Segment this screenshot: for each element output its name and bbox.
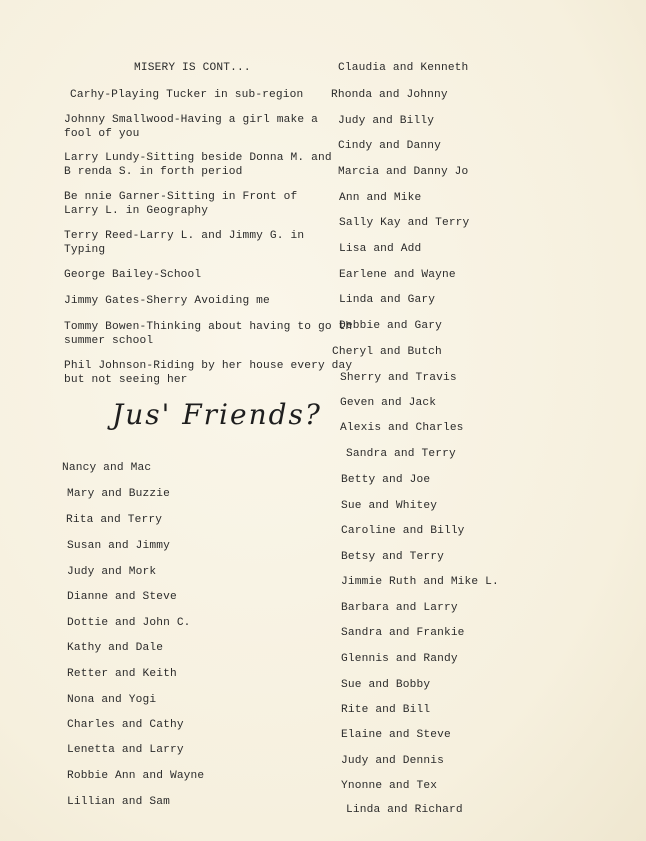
- handwritten-heading: Jus' Friends?: [112, 398, 322, 431]
- friends-left-item: Charles and Cathy: [67, 719, 184, 731]
- friends-right-item: Betsy and Terry: [341, 551, 444, 563]
- friends-right-item: Debbie and Gary: [339, 320, 442, 332]
- friends-left-item: Judy and Mork: [67, 566, 157, 578]
- friends-right-item: Sandra and Terry: [346, 448, 456, 460]
- friends-right-item: Cindy and Danny: [338, 140, 441, 152]
- misery-item: Tommy Bowen-Thinking about having to go th summer school: [64, 321, 353, 347]
- misery-item: George Bailey-School: [64, 269, 202, 281]
- friends-right-item: Linda and Gary: [339, 294, 436, 306]
- friends-right-item: Sally Kay and Terry: [339, 217, 470, 229]
- friends-right-item: Sandra and Frankie: [341, 627, 465, 639]
- friends-right-item: Rite and Bill: [341, 704, 431, 716]
- friends-right-item: Betty and Joe: [341, 474, 431, 486]
- friends-right-item: Lisa and Add: [339, 243, 422, 255]
- friends-left-item: Retter and Keith: [67, 668, 177, 680]
- friends-left-item: Dianne and Steve: [67, 591, 177, 603]
- friends-right-item: Linda and Richard: [346, 804, 463, 816]
- friends-right-item: Sherry and Travis: [340, 372, 457, 384]
- friends-left-item: Rita and Terry: [66, 514, 163, 526]
- friends-right-item: Ann and Mike: [339, 192, 422, 204]
- friends-right-item: Sue and Bobby: [341, 679, 431, 691]
- friends-right-item: Geven and Jack: [340, 397, 437, 409]
- friends-left-item: Nona and Yogi: [67, 694, 157, 706]
- friends-left-item: Dottie and John C.: [67, 617, 191, 629]
- misery-heading: MISERY IS CONT...: [134, 62, 251, 74]
- friends-right-item: Glennis and Randy: [341, 653, 458, 665]
- friends-right-item: Claudia and Kenneth: [338, 62, 469, 74]
- friends-right-item: Caroline and Billy: [341, 525, 465, 537]
- friends-left-item: Susan and Jimmy: [67, 540, 170, 552]
- friends-right-item: Judy and Dennis: [341, 755, 444, 767]
- friends-left-item: Nancy and Mac: [62, 462, 152, 474]
- friends-right-item: Ynonne and Tex: [341, 780, 438, 792]
- misery-item: Terry Reed-Larry L. and Jimmy G. in Typing: [64, 230, 305, 256]
- friends-left-item: Lenetta and Larry: [67, 744, 184, 756]
- friends-left-item: Mary and Buzzie: [67, 488, 170, 500]
- misery-item: Jimmy Gates-Sherry Avoiding me: [64, 295, 270, 307]
- friends-left-item: Lillian and Sam: [67, 796, 170, 808]
- friends-right-item: Marcia and Danny Jo: [338, 166, 469, 178]
- friends-right-item: Cheryl and Butch: [332, 346, 442, 358]
- misery-item: Larry Lundy-Sitting beside Donna M. and B renda S. in forth period: [64, 152, 332, 178]
- friends-left-item: Kathy and Dale: [67, 642, 164, 654]
- friends-right-item: Alexis and Charles: [340, 422, 464, 434]
- friends-left-item: Robbie Ann and Wayne: [67, 770, 205, 782]
- friends-right-item: Sue and Whitey: [341, 500, 438, 512]
- friends-right-item: Jimmie Ruth and Mike L.: [341, 576, 499, 588]
- friends-right-item: Elaine and Steve: [341, 729, 451, 741]
- misery-item: Carhy-Playing Tucker in sub-region: [70, 89, 304, 101]
- misery-item: Be nnie Garner-Sitting in Front of Larry L. in Geography: [64, 191, 298, 217]
- friends-right-item: Barbara and Larry: [341, 602, 458, 614]
- friends-right-item: Earlene and Wayne: [339, 269, 456, 281]
- friends-right-item: Judy and Billy: [338, 115, 435, 127]
- misery-item: Phil Johnson-Riding by her house every day but not seeing her: [64, 360, 353, 386]
- friends-right-item: Rhonda and Johnny: [331, 89, 448, 101]
- misery-item: Johnny Smallwood-Having a girl make a fool of you: [64, 114, 318, 140]
